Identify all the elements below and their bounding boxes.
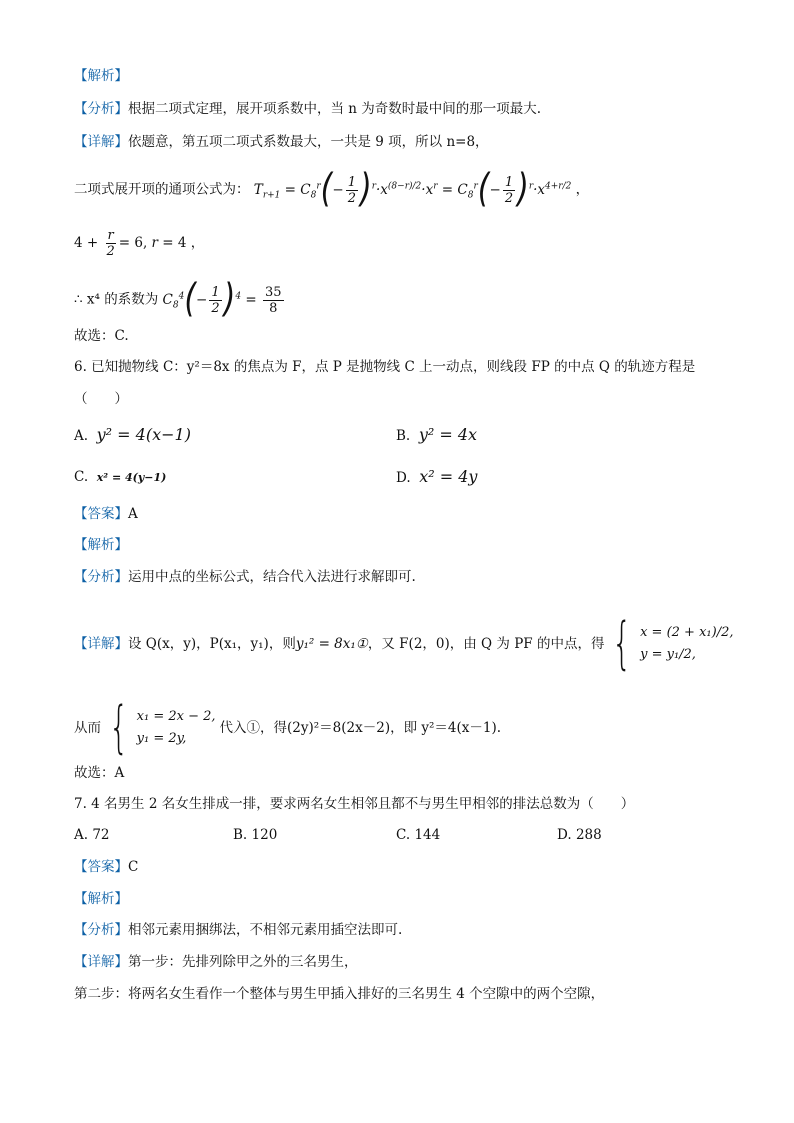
q7-jiexi: 【解析】 (74, 891, 128, 907)
q6-congeer: 从而 { x₁ = 2x − 2, y₁ = 2y, 代入①，得(2y)²＝8(2x－2)，即 y²＝4(x－1). (74, 695, 502, 760)
q6-option-b: B. y² = 4x (396, 425, 478, 444)
substitution-system: x₁ = 2x − 2, y₁ = 2y, (136, 709, 216, 746)
q5-xiangjie: 【详解】依题意，第五项二项式系数最大，一共是 9 项，所以 n=8， (74, 134, 489, 150)
q6-option-a: A. y² = 4(x−1) (74, 425, 191, 444)
q7-stem: 7. 4 名男生 2 名女生排成一排，要求两名女生相邻且都不与男生甲相邻的排法总数为（ ） (74, 796, 635, 812)
q7-xiangjie: 【详解】第一步：先排列除甲之外的三名男生， (74, 954, 358, 970)
q6-xiangjie: 【 详解 】 设 Q(x，y)，P(x₁，y₁)，则 y₁² = 8x₁① ，又 F(2，0)，由 Q 为 PF 的中点，得 { x = (2 + x₁)/2, y = y₁/2, (74, 611, 734, 676)
q7-option-b: B. 120 (233, 827, 278, 843)
q6-answer: 【答案】A (74, 506, 138, 522)
coef-formula: $C_8^4(-$ $\frac{1}{2}$ )$^4$ = $\frac{35}{8}$ (162, 276, 282, 323)
q7-option-d: D. 288 (557, 827, 602, 843)
q5-xiangjie-text: 依题意，第五项二项式系数最大，一共是 9 项，所以 n=8， (128, 134, 489, 150)
q5-coef: ∴ x⁴ 的系数为 $C_8^4(-$ $\frac{1}{2}$ )$^4$ = $\frac{35}{8}$ (74, 276, 286, 325)
q6-option-c: C. x² = 4(y−1) (74, 469, 167, 485)
left-brace-icon: { (612, 611, 633, 676)
q7-step2: 第二步：将两名女生看作一个整体与男生甲插入排好的三名男生 4 个空隙中的两个空隙， (74, 986, 605, 1002)
q5-eq2: 4 + $\frac{r}{2}$ = 6, r = 4 ， (74, 228, 205, 259)
analysis-heading: 【解析】 (74, 68, 128, 84)
q5-fenxi: 【分析】根据二项式定理，展开项系数中，当 n 为奇数时最中间的那一项最大. (74, 101, 542, 117)
q6-guxuan: 故选：A (74, 765, 125, 781)
q5-general-term: 二项式展开项的通项公式为： $T_{r+1} = C_8^r(-$ $\frac{1}{2}$ )$^r\cdot x^{(8-r)/2}\cdot x^r = C_8^r(-$ $\frac{1}{2}$ )$^r\cdot x^{4+r/2}$ ， (74, 166, 590, 213)
midpoint-system: x = (2 + x₁)/2, y = y₁/2, (640, 625, 734, 662)
q7-answer: 【答案】C (74, 859, 139, 875)
q5-fenxi-text: 根据二项式定理，展开项系数中，当 n 为奇数时最中间的那一项最大. (128, 101, 542, 117)
q6-paren: （ ） (74, 391, 128, 407)
q7-option-a: A. 72 (74, 827, 110, 843)
general-term-formula: $T_{r+1} = C_8^r(-$ $\frac{1}{2}$ )$^r\cdot x^{(8-r)/2}\cdot x^r = C_8^r(-$ $\frac{1}{2}$ )$^r\cdot x^{4+r/2}$ (253, 166, 572, 213)
q7-option-c: C. 144 (396, 827, 441, 843)
q6-option-d: D. x² = 4y (396, 467, 478, 486)
q5-guxuan: 故选：C. (74, 328, 129, 344)
q7-fenxi: 【分析】相邻元素用捆绑法，不相邻元素用插空法即可. (74, 922, 403, 938)
q6-jiexi: 【解析】 (74, 537, 128, 553)
q6-fenxi: 【分析】运用中点的坐标公式，结合代入法进行求解即可. (74, 569, 416, 585)
left-brace-icon-2: { (109, 695, 129, 760)
q6-stem: 6. 已知抛物线 C：y²＝8x 的焦点为 F，点 P 是抛物线 C 上一动点，则线段 FP 的中点 Q 的轨迹方程是 (74, 359, 696, 375)
